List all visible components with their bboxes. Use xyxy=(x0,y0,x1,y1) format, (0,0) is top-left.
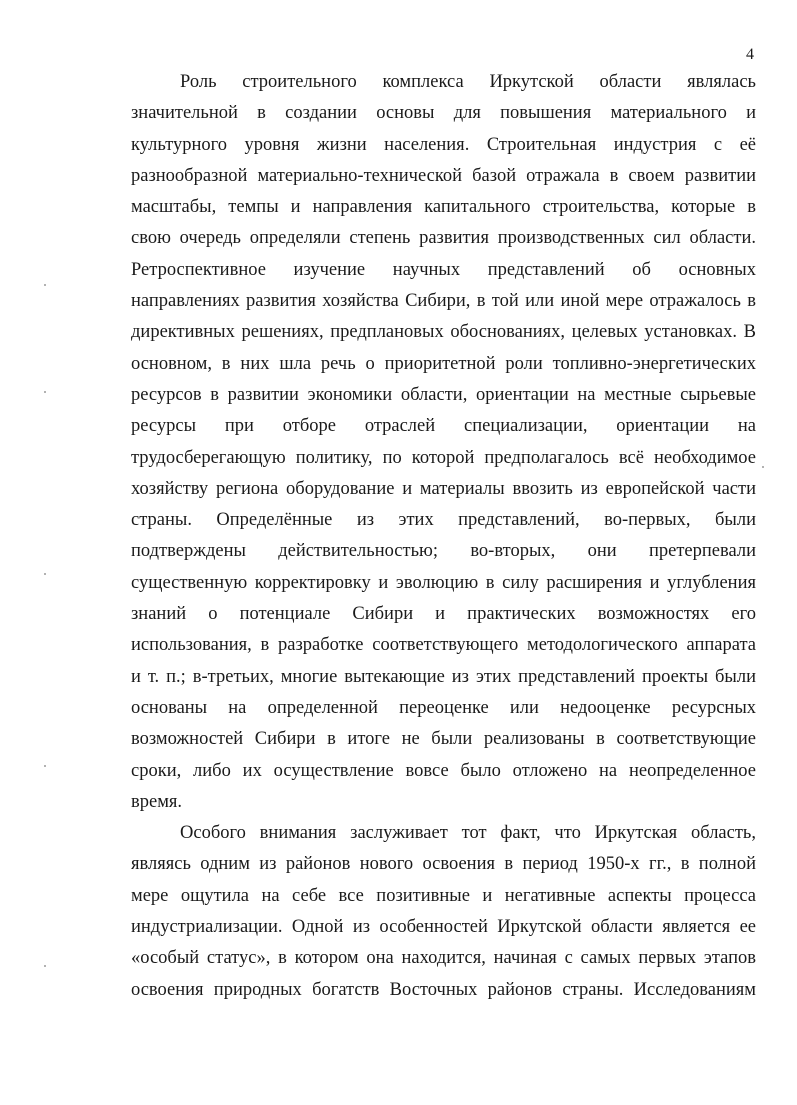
scan-speck xyxy=(762,466,764,468)
paragraph-1-line-21: основаны на определенной переоценке или недооценке ресурсных xyxy=(131,697,756,718)
page-number: 4 xyxy=(746,46,754,63)
scan-speck xyxy=(44,573,46,575)
scan-speck xyxy=(44,765,46,767)
paragraph-1-line-10: основном, в них шла речь о приоритетной роли топливно-энергетических xyxy=(131,353,756,374)
paragraph-1-line-19: использования, в разработке соответствующего методологического аппарата xyxy=(131,635,756,656)
paragraph-1-line-13: трудосберегающую политику, по которой предполагалось всё необходимое xyxy=(131,447,756,468)
paragraph-1-line-23: сроки, либо их осуществление вовсе было отложено на неопределенное xyxy=(131,760,756,781)
paragraph-1-line-16: подтверждены действительностью; во-вторых, они претерпевали xyxy=(131,541,756,562)
paragraph-1-line-6: свою очередь определяли степень развития производственных сил области. xyxy=(131,228,756,249)
scan-speck xyxy=(44,284,46,286)
scan-speck xyxy=(44,965,46,967)
paragraph-1-line-4: разнообразной материально-технической базой отражала в своем развитии xyxy=(131,165,756,186)
paragraph-1-line-14: хозяйству региона оборудование и материалы ввозить из европейской части xyxy=(131,478,756,499)
paragraph-1-line-12: ресурсы при отборе отраслей специализации, ориентации на xyxy=(131,416,756,437)
scan-speck xyxy=(44,391,46,393)
paragraph-2-line-4: индустриализации. Одной из особенностей Иркутской области является ее xyxy=(131,917,756,938)
paragraph-1-line-18: знаний о потенциале Сибири и практических возможностях его xyxy=(131,604,756,625)
body-text xyxy=(131,67,756,1006)
paragraph-1-line-15: страны. Определённые из этих представлений, во-первых, были xyxy=(131,510,756,531)
paragraph-2-line-1: Особого внимания заслуживает тот факт, что Иркутская область, xyxy=(180,823,756,844)
paragraph-1-line-7: Ретроспективное изучение научных представлений об основных xyxy=(131,259,756,280)
paragraph-2-line-3: мере ощутила на себе все позитивные и негативные аспекты процесса xyxy=(131,885,756,906)
paragraph-1-line-22: возможностей Сибири в итоге не были реализованы в соответствующие xyxy=(131,729,756,750)
paragraph-1-line-24: время. xyxy=(131,791,183,812)
paragraph-1-line-20: и т. п.; в-третьих, многие вытекающие из этих представлений проекты были xyxy=(131,666,756,687)
paragraph-2-line-5: «особый статус», в котором она находится, начиная с самых первых этапов xyxy=(131,948,756,969)
paragraph-2-line-2: являясь одним из районов нового освоения в период 1950-х гг., в полной xyxy=(131,854,756,875)
paragraph-1-line-9: директивных решениях, предплановых обоснованиях, целевых установках. В xyxy=(131,322,756,343)
paragraph-1-line-8: направлениях развития хозяйства Сибири, в той или иной мере отражалось в xyxy=(131,291,756,312)
paragraph-1-line-1: Роль строительного комплекса Иркутской области являлась xyxy=(180,72,756,92)
paragraph-2-line-6: освоения природных богатств Восточных районов страны. Исследованиям xyxy=(131,979,756,1000)
paragraph-1-line-17: существенную корректировку и эволюцию в силу расширения и углубления xyxy=(131,572,756,593)
paragraph-1-line-3: культурного уровня жизни населения. Строительная индустрия с её xyxy=(131,134,756,155)
paragraph-1-line-2: значительной в создании основы для повышения материального и xyxy=(131,103,756,124)
paragraph-1-line-11: ресурсов в развитии экономики области, ориентации на местные сырьевые xyxy=(131,384,756,405)
paragraph-1-line-5: масштабы, темпы и направления капитального строительства, которые в xyxy=(131,197,756,218)
